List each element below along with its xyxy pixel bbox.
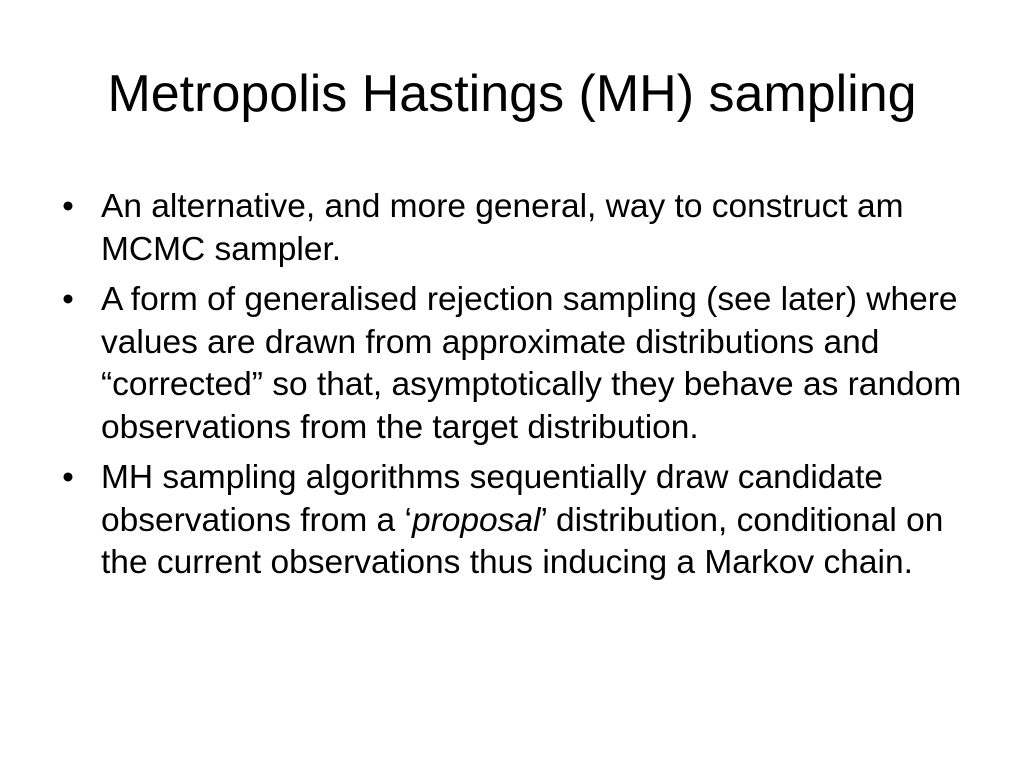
bullet-icon: •	[62, 188, 74, 225]
bullet-text	[101, 459, 943, 581]
bullet-text-before: MH sampling algorithms sequentially draw candidate observations from a ‘	[101, 459, 884, 539]
bullet-item	[58, 186, 968, 271]
bullet-text: A form of generalised rejection sampling (see later) where values are drawn from approximate distributions and “corrected” so that, asymptotically they behave as random observations from the target distribution.	[101, 281, 962, 446]
bullet-item	[58, 457, 968, 585]
bullet-item	[58, 279, 968, 449]
slide-title: Metropolis Hastings (MH) sampling	[107, 65, 917, 123]
bullet-text-after: ’ distribution, conditional on the current observations thus inducing a Markov chain.	[101, 501, 944, 581]
bullet-icon: •	[62, 281, 74, 318]
bullet-text-emphasis: proposal	[411, 501, 541, 539]
bullet-icon: •	[62, 459, 74, 496]
bullet-text: An alternative, and more general, way to construct am MCMC sampler.	[101, 188, 904, 268]
bullet-list	[58, 186, 968, 593]
